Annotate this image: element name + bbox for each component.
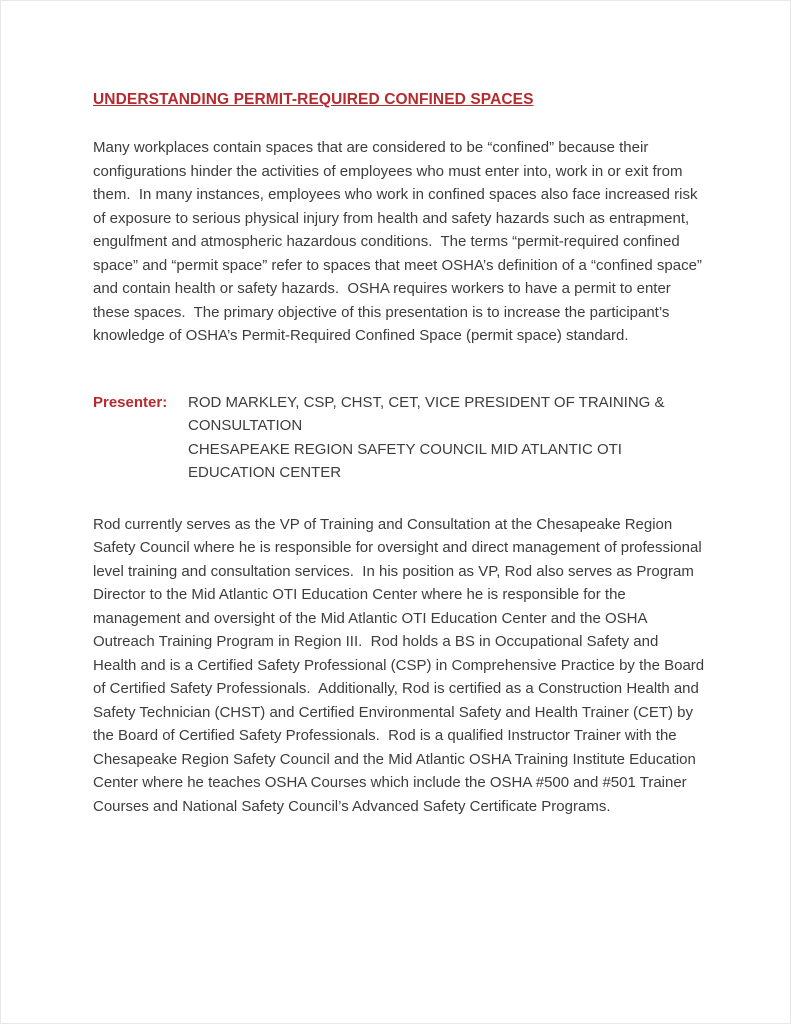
document-content bbox=[93, 91, 709, 818]
presenter-block bbox=[93, 391, 705, 485]
document-title: UNDERSTANDING PERMIT-REQUIRED CONFINED SPACES bbox=[93, 91, 534, 108]
bio-paragraph: Rod currently serves as the VP of Training and Consultation at the Chesapeake Region Safety Council where he is responsible for oversight and direct management of professional level training and consultation services. In his position as VP, Rod also serves as Program Director to the Mid Atlantic OTI Education Center where he is responsible for the management and oversight of the Mid Atlantic OTI Education Center and the OSHA Outreach Training Program in Region III. Rod holds a BS in Occupational Safety and Health and is a Certified Safety Professional (CSP) in Comprehensive Practice by the Board of Certified Safety Professionals. Additionally, Rod is certified as a Construction Health and Safety Technician (CHST) and Certified Environmental Safety and Health Trainer (CET) by the Board of Certified Safety Professionals. Rod is a qualified Instructor Trainer with the Chesapeake Region Safety Council and the Mid Atlantic OSHA Training Institute Education Center where he teaches OSHA Courses which include the OSHA #500 and #501 Trainer Courses and National Safety Council’s Advanced Safety Certificate Programs. bbox=[93, 515, 709, 815]
presenter-label: Presenter: bbox=[93, 393, 168, 411]
intro-paragraph: Many workplaces contain spaces that are considered to be “confined” because their configurations hinder the activities of employees who must enter into, work in or exit from them. In many instances, employees who work in confined spaces also face increased risk of exposure to serious physical injury from health and safety hazards such as entrapment, engulfment and atmospheric hazardous conditions. The terms “permit-required confined space” and “permit space” refer to spaces that meet OSHA’s definition of a “confined space” and contain health or safety hazards. OSHA requires workers to have a permit to enter these spaces. The primary objective of this presentation is to increase the participant’s knowledge of OSHA’s Permit-Required Confined Space (permit space) standard. bbox=[93, 139, 707, 344]
presenter-organization-line: CHESAPEAKE REGION SAFETY COUNCIL MID ATLANTIC OTI EDUCATION CENTER bbox=[188, 440, 627, 481]
presenter-name-title-line: ROD MARKLEY, CSP, CHST, CET, VICE PRESIDENT OF TRAINING & CONSULTATION bbox=[188, 393, 669, 434]
presenter-details bbox=[188, 391, 705, 485]
